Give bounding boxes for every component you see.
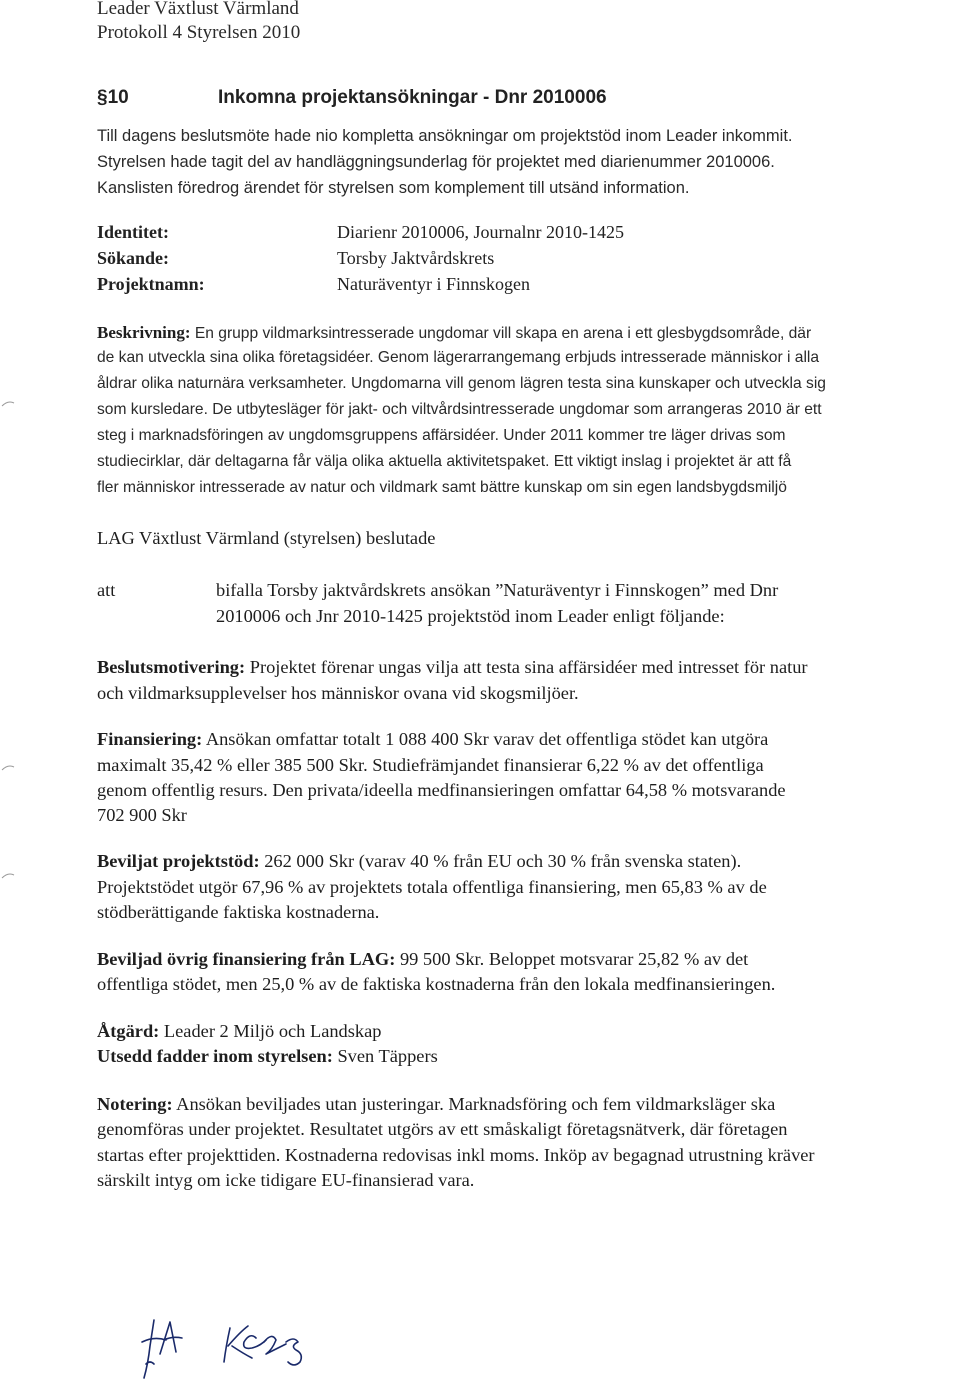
section-number: §10 xyxy=(97,87,129,108)
atgard-line: Åtgärd: Leader 2 Miljö och Landskap xyxy=(97,1021,382,1041)
atgard-label: Åtgärd: xyxy=(97,1021,160,1041)
intro-line: Till dagens beslutsmöte hade nio kompletta ansökningar om projektstöd inom Leader inkommit. xyxy=(97,127,793,145)
header-protocol: Protokoll 4 Styrelsen 2010 xyxy=(97,22,301,43)
finansiering-line: genom offentlig resurs. Den privata/ideella medfinansieringen omfattar 64,58 % motsvarande xyxy=(97,780,786,800)
notering-line: startas efter projekttiden. Kostnaderna redovisas inkl moms. Inköp av begagnad utrustning kräver xyxy=(97,1145,815,1165)
sokande-value: Torsby Jaktvårdskrets xyxy=(337,248,495,268)
beskrivning-line: som kursledare. De utbytesläger för jakt- och viltvårdsintresserade ungdomar som arrangeras 2010 är ett xyxy=(97,401,822,418)
finansiering-line: 702 900 Skr xyxy=(97,805,187,825)
beskrivning-line: de kan utveckla sina olika företagsidéer. Genom lägerarrangemang erbjuds intresserade människor i alla xyxy=(97,349,820,366)
beviljat-label: Beviljat projektstöd: xyxy=(97,851,260,871)
beslutsmotivering-line: Beslutsmotivering: Projektet förenar ungas vilja att testa sina affärsidéer med intresset för natur xyxy=(97,657,808,677)
margin-mark xyxy=(0,399,16,407)
projektnamn-value: Naturäventyr i Finnskogen xyxy=(337,274,530,294)
finansiering-line: Finansiering: Ansökan omfattar totalt 1 088 400 Skr varav det offentliga stödet kan utgöra xyxy=(97,729,769,749)
ovrig-line: offentliga stödet, men 25,0 % av de faktiska kostnaderna från den lokala medfinansieringen. xyxy=(97,974,776,994)
beskrivning-line: Beskrivning: En grupp vildmarksintresserade ungdomar vill skapa en arena i ett glesbygdsområde, där xyxy=(97,323,812,342)
ovrig-line: Beviljad övrig finansiering från LAG: 99 500 Skr. Beloppet motsvarar 25,82 % av det xyxy=(97,949,749,969)
finansiering-label: Finansiering: xyxy=(97,729,203,749)
notering-line: Notering: Ansökan beviljades utan justeringar. Marknadsföring och fem vildmarksläger ska xyxy=(97,1094,776,1114)
decision-line: 2010006 och Jnr 2010-1425 projektstöd inom Leader enligt följande: xyxy=(216,606,725,626)
fadder-line: Utsedd fadder inom styrelsen: Sven Täppers xyxy=(97,1046,438,1066)
fadder-label: Utsedd fadder inom styrelsen: xyxy=(97,1046,333,1066)
beskrivning-line: steg i marknadsföringen av ungdomsgruppens affärsidéer. Under 2011 kommer tre läger drivas som xyxy=(97,427,786,444)
beslutsmotivering-line: och vildmarksupplevelser hos människor ovana vid skogsmiljöer. xyxy=(97,683,579,703)
intro-line: Kanslisten föredrog ärendet för styrelsen som komplement till utsänd information. xyxy=(97,179,690,197)
beviljat-line: Projektstödet utgör 67,96 % av projektets totala offentliga finansiering, men 65,83 % av de xyxy=(97,877,767,897)
margin-mark xyxy=(0,763,16,771)
identitet-value: Diarienr 2010006, Journalnr 2010-1425 xyxy=(337,222,624,242)
decision-heading: LAG Växtlust Värmland (styrelsen) beslutade xyxy=(97,528,436,548)
beviljat-line: Beviljat projektstöd: 262 000 Skr (varav 40 % från EU och 30 % från svenska staten). xyxy=(97,851,742,871)
sokande-label: Sökande: xyxy=(97,248,170,268)
projektnamn-label: Projektnamn: xyxy=(97,274,205,294)
finansiering-line: maximalt 35,42 % eller 385 500 Skr. Studiefrämjandet finansierar 6,22 % av det offentliga xyxy=(97,755,764,775)
beskrivning-line: studiecirklar, där deltagarna får välja olika aktuella aktivitetspaket. Ett viktigt inslag i projektet är att få xyxy=(97,453,792,470)
beskrivning-line: fler människor intresserade av natur och vildmark samt bättre kunskap om sin egen landsbygdsmiljö xyxy=(97,479,787,496)
decision-line: bifalla Torsby jaktvårdskrets ansökan ”Naturäventyr i Finnskogen” med Dnr xyxy=(216,580,779,600)
beskrivning-label: Beskrivning: xyxy=(97,323,191,342)
margin-mark xyxy=(0,871,16,879)
notering-line: genomföras under projektet. Resultatet utgörs av ett småskaligt företagsnätverk, där företagen xyxy=(97,1119,788,1139)
ovrig-label: Beviljad övrig finansiering från LAG: xyxy=(97,949,396,969)
identitet-label: Identitet: xyxy=(97,222,169,242)
beviljat-line: stödberättigande faktiska kostnaderna. xyxy=(97,902,380,922)
beskrivning-line: åldrar olika naturnära verksamheter. Ungdomarna vill genom lägren testa sina kunskaper och utveckla sig xyxy=(97,375,826,392)
intro-line: Styrelsen hade tagit del av handläggningsunderlag för projektet med diarienummer 2010006. xyxy=(97,153,775,171)
notering-line: särskilt intyg om icke tidigare EU-finansierad vara. xyxy=(97,1170,475,1190)
beslutsmotivering-label: Beslutsmotivering: xyxy=(97,657,246,677)
section-title: Inkomna projektansökningar - Dnr 2010006 xyxy=(218,87,607,108)
header-organization: Leader Växtlust Värmland xyxy=(97,0,299,19)
notering-label: Notering: xyxy=(97,1094,173,1114)
handwritten-initials xyxy=(140,1302,330,1382)
decision-att: att xyxy=(97,580,116,600)
